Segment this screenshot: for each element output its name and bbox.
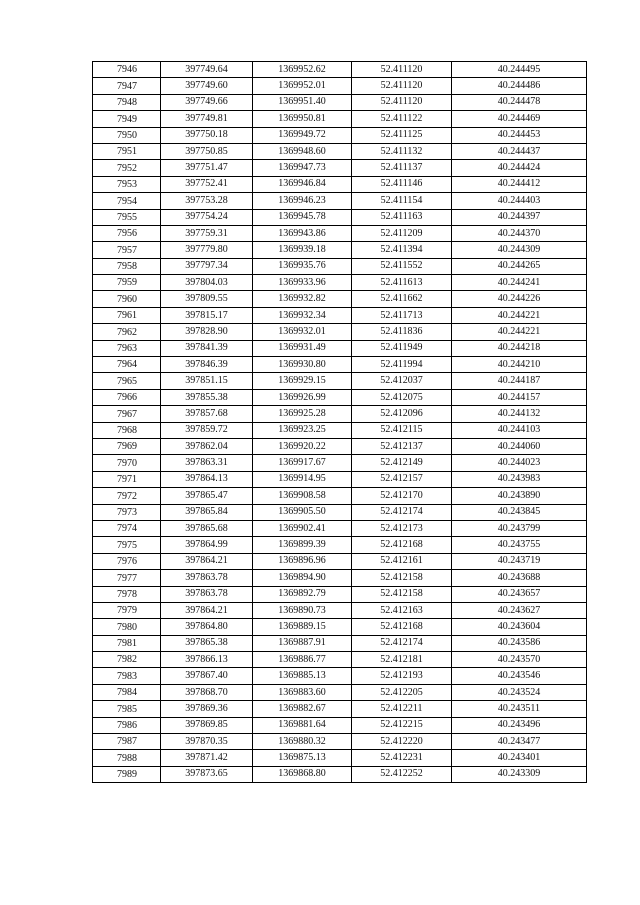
y-coordinate-cell: 1369952.62 [253,62,352,78]
y-coordinate-cell: 1369868.80 [253,766,352,782]
longitude-cell: 40.244023 [452,455,587,471]
point-number-cell: 7963 [93,340,161,356]
y-coordinate-cell: 1369883.60 [253,684,352,700]
point-number-cell: 7962 [93,324,161,340]
longitude-cell: 40.244241 [452,275,587,291]
latitude-cell: 52.412137 [352,438,452,454]
y-coordinate-cell: 1369890.73 [253,602,352,618]
x-coordinate-cell: 397864.99 [161,537,253,553]
x-coordinate-cell: 397865.84 [161,504,253,520]
y-coordinate-cell: 1369948.60 [253,143,352,159]
table-row [93,717,587,733]
longitude-cell: 40.243309 [452,766,587,782]
point-number-cell: 7983 [93,668,161,684]
y-coordinate-cell: 1369902.41 [253,520,352,536]
point-number-cell: 7965 [93,373,161,389]
x-coordinate-cell: 397864.21 [161,553,253,569]
latitude-cell: 52.412173 [352,520,452,536]
table-row [93,684,587,700]
x-coordinate-cell: 397864.21 [161,602,253,618]
point-number-cell: 7968 [93,422,161,438]
x-coordinate-cell: 397862.04 [161,438,253,454]
longitude-cell: 40.244132 [452,406,587,422]
latitude-cell: 52.412163 [352,602,452,618]
table-row [93,209,587,225]
latitude-cell: 52.412157 [352,471,452,487]
longitude-cell: 40.244412 [452,176,587,192]
longitude-cell: 40.243845 [452,504,587,520]
longitude-cell: 40.244370 [452,225,587,241]
table-row [93,324,587,340]
longitude-cell: 40.243755 [452,537,587,553]
latitude-cell: 52.411146 [352,176,452,192]
point-number-cell: 7953 [93,176,161,192]
x-coordinate-cell: 397754.24 [161,209,253,225]
longitude-cell: 40.243627 [452,602,587,618]
point-number-cell: 7958 [93,258,161,274]
point-number-cell: 7972 [93,488,161,504]
x-coordinate-cell: 397855.38 [161,389,253,405]
y-coordinate-cell: 1369946.23 [253,193,352,209]
point-number-cell: 7966 [93,389,161,405]
y-coordinate-cell: 1369923.25 [253,422,352,438]
y-coordinate-cell: 1369926.99 [253,389,352,405]
y-coordinate-cell: 1369875.13 [253,750,352,766]
longitude-cell: 40.243477 [452,734,587,750]
longitude-cell: 40.244403 [452,193,587,209]
table-row [93,504,587,520]
latitude-cell: 52.412215 [352,717,452,733]
table-row [93,488,587,504]
point-number-cell: 7985 [93,701,161,717]
table-row [93,340,587,356]
x-coordinate-cell: 397865.38 [161,635,253,651]
latitude-cell: 52.412158 [352,586,452,602]
y-coordinate-cell: 1369939.18 [253,242,352,258]
table-row [93,193,587,209]
table-row [93,127,587,143]
point-number-cell: 7956 [93,225,161,241]
point-number-cell: 7946 [93,62,161,78]
x-coordinate-cell: 397750.85 [161,143,253,159]
point-number-cell: 7954 [93,193,161,209]
longitude-cell: 40.243719 [452,553,587,569]
x-coordinate-cell: 397841.39 [161,340,253,356]
table-row [93,143,587,159]
y-coordinate-cell: 1369920.22 [253,438,352,454]
y-coordinate-cell: 1369881.64 [253,717,352,733]
y-coordinate-cell: 1369931.49 [253,340,352,356]
table-row [93,668,587,684]
point-number-cell: 7973 [93,504,161,520]
latitude-cell: 52.411120 [352,62,452,78]
table-row [93,373,587,389]
table-row [93,471,587,487]
point-number-cell: 7987 [93,734,161,750]
point-number-cell: 7950 [93,127,161,143]
y-coordinate-cell: 1369908.58 [253,488,352,504]
y-coordinate-cell: 1369935.76 [253,258,352,274]
longitude-cell: 40.244218 [452,340,587,356]
longitude-cell: 40.243657 [452,586,587,602]
latitude-cell: 52.412211 [352,701,452,717]
latitude-cell: 52.412096 [352,406,452,422]
latitude-cell: 52.411137 [352,160,452,176]
longitude-cell: 40.244309 [452,242,587,258]
latitude-cell: 52.412205 [352,684,452,700]
longitude-cell: 40.243546 [452,668,587,684]
x-coordinate-cell: 397863.78 [161,586,253,602]
longitude-cell: 40.244397 [452,209,587,225]
x-coordinate-cell: 397867.40 [161,668,253,684]
y-coordinate-cell: 1369932.34 [253,307,352,323]
table-row [93,766,587,782]
x-coordinate-cell: 397869.36 [161,701,253,717]
point-number-cell: 7967 [93,406,161,422]
table-row [93,438,587,454]
latitude-cell: 52.412168 [352,537,452,553]
point-number-cell: 7951 [93,143,161,159]
y-coordinate-cell: 1369894.90 [253,570,352,586]
table-row [93,389,587,405]
x-coordinate-cell: 397863.31 [161,455,253,471]
longitude-cell: 40.243586 [452,635,587,651]
longitude-cell: 40.243570 [452,652,587,668]
latitude-cell: 52.411163 [352,209,452,225]
point-number-cell: 7947 [93,78,161,94]
latitude-cell: 52.412174 [352,504,452,520]
point-number-cell: 7977 [93,570,161,586]
point-number-cell: 7978 [93,586,161,602]
latitude-cell: 52.411122 [352,111,452,127]
latitude-cell: 52.411994 [352,357,452,373]
y-coordinate-cell: 1369905.50 [253,504,352,520]
latitude-cell: 52.411836 [352,324,452,340]
longitude-cell: 40.244453 [452,127,587,143]
table-row [93,537,587,553]
y-coordinate-cell: 1369932.01 [253,324,352,340]
longitude-cell: 40.243983 [452,471,587,487]
table-row [93,750,587,766]
table-row [93,307,587,323]
point-number-cell: 7961 [93,307,161,323]
table-row [93,734,587,750]
x-coordinate-cell: 397828.90 [161,324,253,340]
latitude-cell: 52.412193 [352,668,452,684]
y-coordinate-cell: 1369914.95 [253,471,352,487]
table-row [93,422,587,438]
y-coordinate-cell: 1369952.01 [253,78,352,94]
latitude-cell: 52.411132 [352,143,452,159]
x-coordinate-cell: 397866.13 [161,652,253,668]
y-coordinate-cell: 1369882.67 [253,701,352,717]
x-coordinate-cell: 397804.03 [161,275,253,291]
x-coordinate-cell: 397873.65 [161,766,253,782]
longitude-cell: 40.243604 [452,619,587,635]
point-number-cell: 7988 [93,750,161,766]
y-coordinate-cell: 1369880.32 [253,734,352,750]
longitude-cell: 40.244221 [452,324,587,340]
point-number-cell: 7974 [93,520,161,536]
point-number-cell: 7979 [93,602,161,618]
table-row [93,111,587,127]
point-number-cell: 7964 [93,357,161,373]
latitude-cell: 52.412174 [352,635,452,651]
latitude-cell: 52.412220 [352,734,452,750]
longitude-cell: 40.244265 [452,258,587,274]
table-row [93,176,587,192]
point-number-cell: 7971 [93,471,161,487]
latitude-cell: 52.411949 [352,340,452,356]
y-coordinate-cell: 1369896.96 [253,553,352,569]
table-row [93,406,587,422]
latitude-cell: 52.412158 [352,570,452,586]
longitude-cell: 40.244469 [452,111,587,127]
point-number-cell: 7948 [93,94,161,110]
x-coordinate-cell: 397815.17 [161,307,253,323]
longitude-cell: 40.244486 [452,78,587,94]
longitude-cell: 40.243496 [452,717,587,733]
coordinates-table [92,61,587,783]
x-coordinate-cell: 397851.15 [161,373,253,389]
y-coordinate-cell: 1369892.79 [253,586,352,602]
x-coordinate-cell: 397865.68 [161,520,253,536]
table-row [93,635,587,651]
x-coordinate-cell: 397809.55 [161,291,253,307]
table-row [93,78,587,94]
latitude-cell: 52.411125 [352,127,452,143]
longitude-cell: 40.244226 [452,291,587,307]
latitude-cell: 52.412149 [352,455,452,471]
x-coordinate-cell: 397759.31 [161,225,253,241]
table-row [93,553,587,569]
table-row [93,225,587,241]
longitude-cell: 40.244060 [452,438,587,454]
x-coordinate-cell: 397869.85 [161,717,253,733]
longitude-cell: 40.244187 [452,373,587,389]
y-coordinate-cell: 1369932.82 [253,291,352,307]
x-coordinate-cell: 397749.66 [161,94,253,110]
x-coordinate-cell: 397865.47 [161,488,253,504]
x-coordinate-cell: 397859.72 [161,422,253,438]
y-coordinate-cell: 1369947.73 [253,160,352,176]
longitude-cell: 40.244157 [452,389,587,405]
longitude-cell: 40.243401 [452,750,587,766]
y-coordinate-cell: 1369933.96 [253,275,352,291]
latitude-cell: 52.411713 [352,307,452,323]
x-coordinate-cell: 397871.42 [161,750,253,766]
y-coordinate-cell: 1369930.80 [253,357,352,373]
point-number-cell: 7976 [93,553,161,569]
y-coordinate-cell: 1369951.40 [253,94,352,110]
table-row [93,520,587,536]
latitude-cell: 52.411613 [352,275,452,291]
longitude-cell: 40.244437 [452,143,587,159]
x-coordinate-cell: 397864.80 [161,619,253,635]
longitude-cell: 40.244103 [452,422,587,438]
x-coordinate-cell: 397863.78 [161,570,253,586]
point-number-cell: 7957 [93,242,161,258]
y-coordinate-cell: 1369943.86 [253,225,352,241]
latitude-cell: 52.412181 [352,652,452,668]
table-row [93,160,587,176]
table-row [93,602,587,618]
x-coordinate-cell: 397753.28 [161,193,253,209]
latitude-cell: 52.412231 [352,750,452,766]
longitude-cell: 40.243524 [452,684,587,700]
table-row [93,242,587,258]
longitude-cell: 40.244424 [452,160,587,176]
point-number-cell: 7949 [93,111,161,127]
point-number-cell: 7986 [93,717,161,733]
x-coordinate-cell: 397749.60 [161,78,253,94]
x-coordinate-cell: 397749.64 [161,62,253,78]
x-coordinate-cell: 397752.41 [161,176,253,192]
longitude-cell: 40.243688 [452,570,587,586]
table-row [93,586,587,602]
latitude-cell: 52.411662 [352,291,452,307]
y-coordinate-cell: 1369925.28 [253,406,352,422]
point-number-cell: 7969 [93,438,161,454]
latitude-cell: 52.412161 [352,553,452,569]
latitude-cell: 52.411154 [352,193,452,209]
longitude-cell: 40.244478 [452,94,587,110]
point-number-cell: 7960 [93,291,161,307]
latitude-cell: 52.412170 [352,488,452,504]
x-coordinate-cell: 397864.13 [161,471,253,487]
y-coordinate-cell: 1369885.13 [253,668,352,684]
y-coordinate-cell: 1369946.84 [253,176,352,192]
table-row [93,619,587,635]
coordinates-table-body [93,62,587,783]
x-coordinate-cell: 397868.70 [161,684,253,700]
table-row [93,275,587,291]
x-coordinate-cell: 397750.18 [161,127,253,143]
point-number-cell: 7970 [93,455,161,471]
y-coordinate-cell: 1369949.72 [253,127,352,143]
table-row [93,570,587,586]
y-coordinate-cell: 1369929.15 [253,373,352,389]
point-number-cell: 7982 [93,652,161,668]
y-coordinate-cell: 1369899.39 [253,537,352,553]
table-row [93,701,587,717]
longitude-cell: 40.244495 [452,62,587,78]
x-coordinate-cell: 397846.39 [161,357,253,373]
point-number-cell: 7955 [93,209,161,225]
x-coordinate-cell: 397797.34 [161,258,253,274]
latitude-cell: 52.411209 [352,225,452,241]
x-coordinate-cell: 397857.68 [161,406,253,422]
longitude-cell: 40.244210 [452,357,587,373]
y-coordinate-cell: 1369945.78 [253,209,352,225]
latitude-cell: 52.412252 [352,766,452,782]
point-number-cell: 7984 [93,684,161,700]
point-number-cell: 7989 [93,766,161,782]
longitude-cell: 40.243799 [452,520,587,536]
point-number-cell: 7952 [93,160,161,176]
x-coordinate-cell: 397749.81 [161,111,253,127]
table-row [93,357,587,373]
point-number-cell: 7975 [93,537,161,553]
longitude-cell: 40.244221 [452,307,587,323]
longitude-cell: 40.243511 [452,701,587,717]
latitude-cell: 52.411120 [352,78,452,94]
x-coordinate-cell: 397751.47 [161,160,253,176]
latitude-cell: 52.411120 [352,94,452,110]
point-number-cell: 7981 [93,635,161,651]
latitude-cell: 52.412037 [352,373,452,389]
latitude-cell: 52.411552 [352,258,452,274]
y-coordinate-cell: 1369887.91 [253,635,352,651]
table-row [93,455,587,471]
y-coordinate-cell: 1369917.67 [253,455,352,471]
longitude-cell: 40.243890 [452,488,587,504]
latitude-cell: 52.411394 [352,242,452,258]
latitude-cell: 52.412168 [352,619,452,635]
x-coordinate-cell: 397779.80 [161,242,253,258]
x-coordinate-cell: 397870.35 [161,734,253,750]
table-row [93,94,587,110]
y-coordinate-cell: 1369889.15 [253,619,352,635]
point-number-cell: 7980 [93,619,161,635]
y-coordinate-cell: 1369950.81 [253,111,352,127]
latitude-cell: 52.412115 [352,422,452,438]
point-number-cell: 7959 [93,275,161,291]
table-row [93,258,587,274]
table-row [93,652,587,668]
latitude-cell: 52.412075 [352,389,452,405]
table-row [93,62,587,78]
y-coordinate-cell: 1369886.77 [253,652,352,668]
table-row [93,291,587,307]
